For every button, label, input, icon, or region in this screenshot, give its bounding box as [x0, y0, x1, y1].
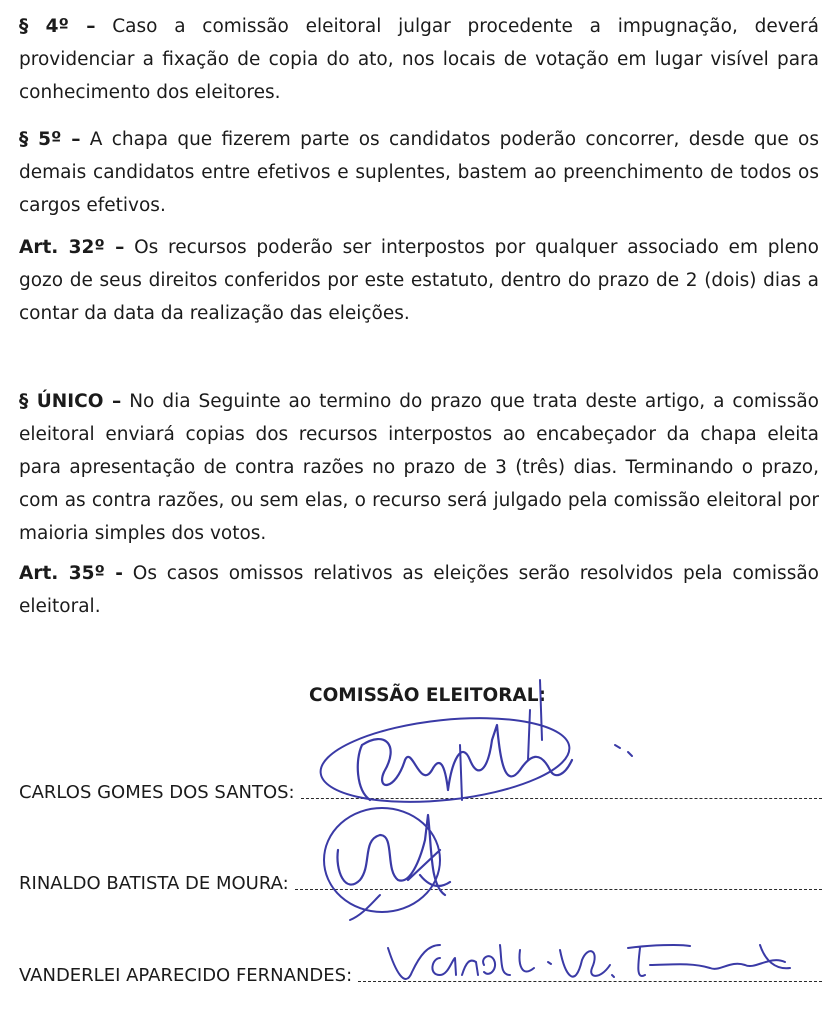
- paragraph-5: [19, 123, 819, 222]
- signature-line-carlos: [19, 775, 822, 805]
- paragraph-text: No dia Seguinte ao termino do prazo que trata deste artigo, a comissão eleitoral enviará copias dos recursos interpostos ao encabeçador da chapa eleita para apresentação de contra razões no prazo de 3 (três) dias. Terminando o prazo, com as contra razões, ou sem elas, o recurso será julgado pela comissão eleitoral por maioria simples dos votos.: [19, 391, 819, 544]
- paragraph-lead: § 5º –: [19, 129, 81, 150]
- paragraph-text: Os casos omissos relativos as eleições serão resolvidos pela comissão eleitoral.: [19, 563, 819, 617]
- article-32: [19, 231, 819, 330]
- signature-rinaldo: [324, 808, 450, 920]
- paragraph-lead: Art. 35º -: [19, 563, 123, 584]
- paragraph-lead: § 4º –: [19, 16, 96, 37]
- paragraph-text: Os recursos poderão ser interpostos por qualquer associado em pleno gozo de seus direitos conferidos por este estatuto, dentro do prazo de 2 (dois) dias a contar da data da realização das eleições.: [19, 237, 819, 324]
- signature-dashes: [295, 889, 822, 890]
- paragraph-4: [19, 10, 819, 109]
- signature-dashes: [358, 981, 822, 982]
- paragraph-unico: [19, 385, 819, 550]
- signature-line-vanderlei: [19, 958, 822, 988]
- article-35: [19, 557, 819, 623]
- signature-line-rinaldo: [19, 866, 822, 896]
- paragraph-lead: § ÚNICO –: [19, 391, 122, 412]
- signatory-name: CARLOS GOMES DOS SANTOS:: [19, 782, 295, 803]
- signatory-name: RINALDO BATISTA DE MOURA:: [19, 873, 289, 894]
- commission-heading: COMISSÃO ELEITORAL:: [309, 685, 546, 706]
- paragraph-lead: Art. 32º –: [19, 237, 125, 258]
- paragraph-text: A chapa que fizerem parte os candidatos poderão concorrer, desde que os demais candidatos entre efetivos e suplentes, bastem ao preenchimento de todos os cargos efetivos.: [19, 129, 819, 216]
- signature-dashes: [301, 798, 822, 799]
- paragraph-text: Caso a comissão eleitoral julgar procedente a impugnação, deverá providenciar a fixação de copia do ato, nos locais de votação em lugar visível para conhecimento dos eleitores.: [19, 16, 819, 103]
- signatory-name: VANDERLEI APARECIDO FERNANDES:: [19, 965, 353, 986]
